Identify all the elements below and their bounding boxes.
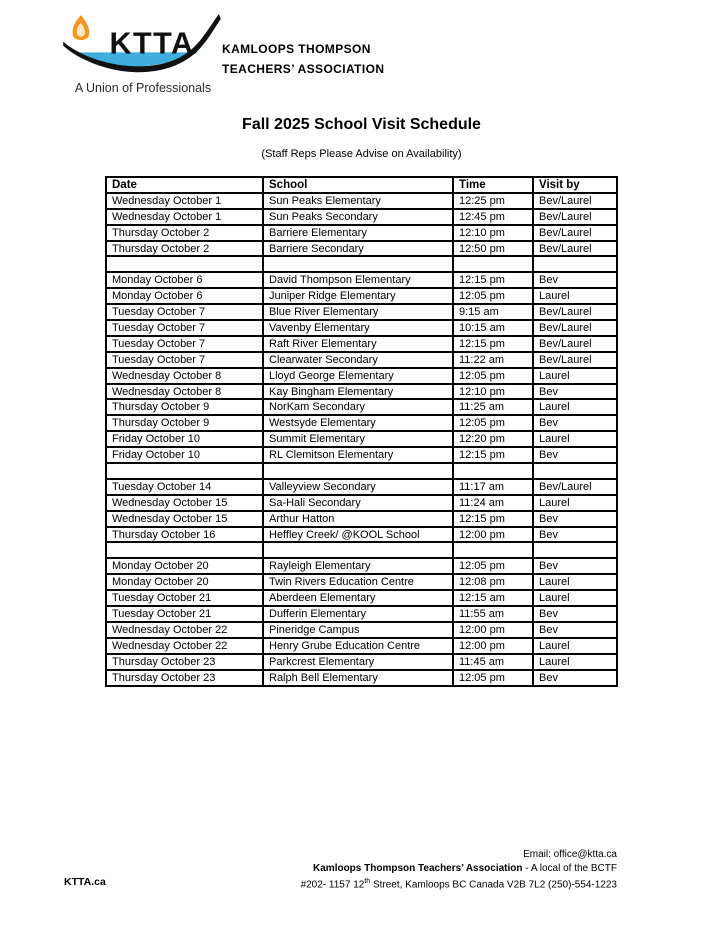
- footer-address-ordinal: th: [364, 878, 371, 885]
- cell-school: [263, 463, 453, 479]
- cell-visit-by: Laurel: [533, 654, 617, 670]
- cell-visit-by: Laurel: [533, 574, 617, 590]
- cell-time: 12:10 pm: [453, 225, 533, 241]
- cell-date: Wednesday October 8: [106, 384, 263, 400]
- cell-time: 11:17 am: [453, 479, 533, 495]
- cell-school: Valleyview Secondary: [263, 479, 453, 495]
- table-row: [106, 447, 617, 463]
- cell-time: 12:00 pm: [453, 622, 533, 638]
- cell-school: Dufferin Elementary: [263, 606, 453, 622]
- cell-date: Wednesday October 22: [106, 638, 263, 654]
- table-row: [106, 415, 617, 431]
- cell-time: 12:15 pm: [453, 511, 533, 527]
- table-row-empty: [106, 256, 617, 272]
- cell-school: Barriere Elementary: [263, 225, 453, 241]
- cell-school: Summit Elementary: [263, 431, 453, 447]
- cell-time: 12:05 pm: [453, 670, 533, 686]
- cell-visit-by: Bev: [533, 384, 617, 400]
- page-subtitle: (Staff Reps Please Advise on Availability): [261, 148, 462, 160]
- cell-time: 11:24 am: [453, 495, 533, 511]
- cell-visit-by: Laurel: [533, 399, 617, 415]
- logo-tagline: A Union of Professionals: [74, 81, 212, 95]
- cell-time: 12:05 pm: [453, 558, 533, 574]
- cell-date: Thursday October 23: [106, 670, 263, 686]
- cell-visit-by: Laurel: [533, 495, 617, 511]
- cell-visit-by: Bev/Laurel: [533, 209, 617, 225]
- cell-school: Sa-Hali Secondary: [263, 495, 453, 511]
- table-row: [106, 336, 617, 352]
- footer-address-post: Street, Kamloops BC Canada V2B 7L2 (250)-554-1223: [370, 879, 617, 891]
- cell-date: Tuesday October 21: [106, 606, 263, 622]
- cell-date: Monday October 20: [106, 574, 263, 590]
- cell-visit-by: Bev: [533, 415, 617, 431]
- footer-association-rest: - A local of the BCTF: [522, 862, 617, 874]
- cell-date: Tuesday October 14: [106, 479, 263, 495]
- table-row: [106, 209, 617, 225]
- cell-time: 9:15 am: [453, 304, 533, 320]
- cell-date: Wednesday October 15: [106, 495, 263, 511]
- table-row: [106, 527, 617, 543]
- table-row: [106, 193, 617, 209]
- cell-date: Thursday October 9: [106, 415, 263, 431]
- org-name-line2: TEACHERS’ ASSOCIATION: [222, 62, 385, 76]
- cell-visit-by: Bev/Laurel: [533, 304, 617, 320]
- cell-visit-by: Laurel: [533, 431, 617, 447]
- logo-acronym: KTTA: [109, 26, 195, 61]
- cell-visit-by: Laurel: [533, 638, 617, 654]
- table-row: [106, 288, 617, 304]
- table-row: [106, 272, 617, 288]
- footer-email-line: Email: office@ktta.ca: [523, 849, 617, 860]
- cell-visit-by: Bev: [533, 558, 617, 574]
- cell-date: Wednesday October 22: [106, 622, 263, 638]
- cell-time: 12:05 pm: [453, 288, 533, 304]
- cell-visit-by: Bev/Laurel: [533, 352, 617, 368]
- cell-school: [263, 542, 453, 558]
- cell-date: Monday October 6: [106, 272, 263, 288]
- footer-contact-block: [301, 848, 617, 892]
- cell-time: 11:22 am: [453, 352, 533, 368]
- cell-time: 12:15 am: [453, 590, 533, 606]
- cell-date: Monday October 20: [106, 558, 263, 574]
- table-row: [106, 368, 617, 384]
- cell-date: Tuesday October 7: [106, 336, 263, 352]
- footer-association-line: [301, 862, 617, 876]
- cell-date: Thursday October 16: [106, 527, 263, 543]
- cell-date: Friday October 10: [106, 447, 263, 463]
- cell-visit-by: Laurel: [533, 368, 617, 384]
- cell-school: David Thompson Elementary: [263, 272, 453, 288]
- table-row: [106, 654, 617, 670]
- cell-school: Clearwater Secondary: [263, 352, 453, 368]
- table-row: [106, 225, 617, 241]
- cell-date: Friday October 10: [106, 431, 263, 447]
- schedule-table: [105, 176, 618, 687]
- cell-school: Rayleigh Elementary: [263, 558, 453, 574]
- col-header-date: Date: [106, 177, 263, 193]
- cell-school: Sun Peaks Secondary: [263, 209, 453, 225]
- cell-time: 12:15 pm: [453, 447, 533, 463]
- cell-time: 12:08 pm: [453, 574, 533, 590]
- table-header-row: [106, 177, 617, 193]
- col-header-school: School: [263, 177, 453, 193]
- cell-time: 12:25 pm: [453, 193, 533, 209]
- cell-visit-by: [533, 256, 617, 272]
- table-row: [106, 384, 617, 400]
- cell-time: 12:15 pm: [453, 336, 533, 352]
- table-row: [106, 622, 617, 638]
- cell-visit-by: Bev: [533, 527, 617, 543]
- table-row-empty: [106, 542, 617, 558]
- footer-website: KTTA.ca: [64, 876, 106, 888]
- cell-time: 11:45 am: [453, 654, 533, 670]
- cell-school: Aberdeen Elementary: [263, 590, 453, 606]
- cell-date: [106, 542, 263, 558]
- cell-date: Thursday October 2: [106, 241, 263, 257]
- cell-visit-by: Bev/Laurel: [533, 320, 617, 336]
- cell-date: Thursday October 23: [106, 654, 263, 670]
- cell-school: Heffley Creek/ @KOOL School: [263, 527, 453, 543]
- cell-visit-by: Laurel: [533, 590, 617, 606]
- cell-school: NorKam Secondary: [263, 399, 453, 415]
- cell-visit-by: Bev: [533, 670, 617, 686]
- cell-date: Wednesday October 15: [106, 511, 263, 527]
- cell-time: 12:00 pm: [453, 527, 533, 543]
- cell-time: 12:20 pm: [453, 431, 533, 447]
- cell-date: Thursday October 9: [106, 399, 263, 415]
- cell-visit-by: Bev: [533, 447, 617, 463]
- cell-visit-by: Bev: [533, 622, 617, 638]
- table-row: [106, 574, 617, 590]
- cell-school: Sun Peaks Elementary: [263, 193, 453, 209]
- cell-school: Henry Grube Education Centre: [263, 638, 453, 654]
- cell-visit-by: Bev: [533, 272, 617, 288]
- cell-school: Kay Bingham Elementary: [263, 384, 453, 400]
- footer-association-name: Kamloops Thompson Teachers’ Association: [313, 862, 523, 874]
- ktta-logo-graphic: [63, 14, 221, 80]
- cell-visit-by: Bev/Laurel: [533, 193, 617, 209]
- org-name: [222, 39, 384, 79]
- cell-visit-by: [533, 542, 617, 558]
- cell-time: 10:15 am: [453, 320, 533, 336]
- cell-date: Monday October 6: [106, 288, 263, 304]
- cell-school: Westsyde Elementary: [263, 415, 453, 431]
- cell-time: 12:00 pm: [453, 638, 533, 654]
- table-row: [106, 479, 617, 495]
- cell-date: [106, 256, 263, 272]
- cell-date: Tuesday October 7: [106, 304, 263, 320]
- cell-school: Ralph Bell Elementary: [263, 670, 453, 686]
- cell-date: Tuesday October 7: [106, 352, 263, 368]
- cell-time: 12:10 pm: [453, 384, 533, 400]
- table-row: [106, 399, 617, 415]
- cell-visit-by: Bev/Laurel: [533, 225, 617, 241]
- cell-time: [453, 542, 533, 558]
- table-row: [106, 320, 617, 336]
- org-name-line1: KAMLOOPS THOMPSON: [222, 42, 371, 56]
- cell-school: Juniper Ridge Elementary: [263, 288, 453, 304]
- table-row: [106, 495, 617, 511]
- cell-time: 11:25 am: [453, 399, 533, 415]
- table-row: [106, 670, 617, 686]
- cell-school: Vavenby Elementary: [263, 320, 453, 336]
- cell-school: Barriere Secondary: [263, 241, 453, 257]
- cell-date: Tuesday October 21: [106, 590, 263, 606]
- cell-time: 12:05 pm: [453, 368, 533, 384]
- cell-date: Tuesday October 7: [106, 320, 263, 336]
- cell-school: Parkcrest Elementary: [263, 654, 453, 670]
- table-row: [106, 558, 617, 574]
- cell-time: 12:50 pm: [453, 241, 533, 257]
- cell-visit-by: Bev/Laurel: [533, 336, 617, 352]
- footer-address-pre: #202- 1157 12: [300, 879, 365, 891]
- table-row: [106, 304, 617, 320]
- table-row: [106, 431, 617, 447]
- cell-visit-by: Laurel: [533, 288, 617, 304]
- cell-school: Raft River Elementary: [263, 336, 453, 352]
- cell-school: RL Clemitson Elementary: [263, 447, 453, 463]
- cell-visit-by: Bev: [533, 511, 617, 527]
- table-row: [106, 511, 617, 527]
- cell-date: Thursday October 2: [106, 225, 263, 241]
- cell-visit-by: [533, 463, 617, 479]
- cell-visit-by: Bev/Laurel: [533, 479, 617, 495]
- footer-address-line: [301, 875, 617, 892]
- cell-date: Wednesday October 1: [106, 209, 263, 225]
- table-row: [106, 241, 617, 257]
- cell-time: 12:45 pm: [453, 209, 533, 225]
- cell-date: Wednesday October 1: [106, 193, 263, 209]
- cell-school: Arthur Hatton: [263, 511, 453, 527]
- cell-school: [263, 256, 453, 272]
- cell-school: Blue River Elementary: [263, 304, 453, 320]
- page-title: Fall 2025 School Visit Schedule: [242, 116, 481, 133]
- col-header-visit-by: Visit by: [533, 177, 617, 193]
- cell-date: Wednesday October 8: [106, 368, 263, 384]
- cell-school: Lloyd George Elementary: [263, 368, 453, 384]
- cell-visit-by: Bev/Laurel: [533, 241, 617, 257]
- cell-school: Twin Rivers Education Centre: [263, 574, 453, 590]
- ktta-logo: [63, 14, 223, 95]
- cell-time: 12:05 pm: [453, 415, 533, 431]
- cell-school: Pineridge Campus: [263, 622, 453, 638]
- cell-time: 12:15 pm: [453, 272, 533, 288]
- cell-date: [106, 463, 263, 479]
- table-row: [106, 638, 617, 654]
- table-row: [106, 352, 617, 368]
- cell-time: [453, 463, 533, 479]
- table-row-empty: [106, 463, 617, 479]
- cell-time: [453, 256, 533, 272]
- cell-time: 11:55 am: [453, 606, 533, 622]
- table-row: [106, 606, 617, 622]
- col-header-time: Time: [453, 177, 533, 193]
- table-row: [106, 590, 617, 606]
- schedule-table-body: [106, 193, 617, 686]
- cell-visit-by: Bev: [533, 606, 617, 622]
